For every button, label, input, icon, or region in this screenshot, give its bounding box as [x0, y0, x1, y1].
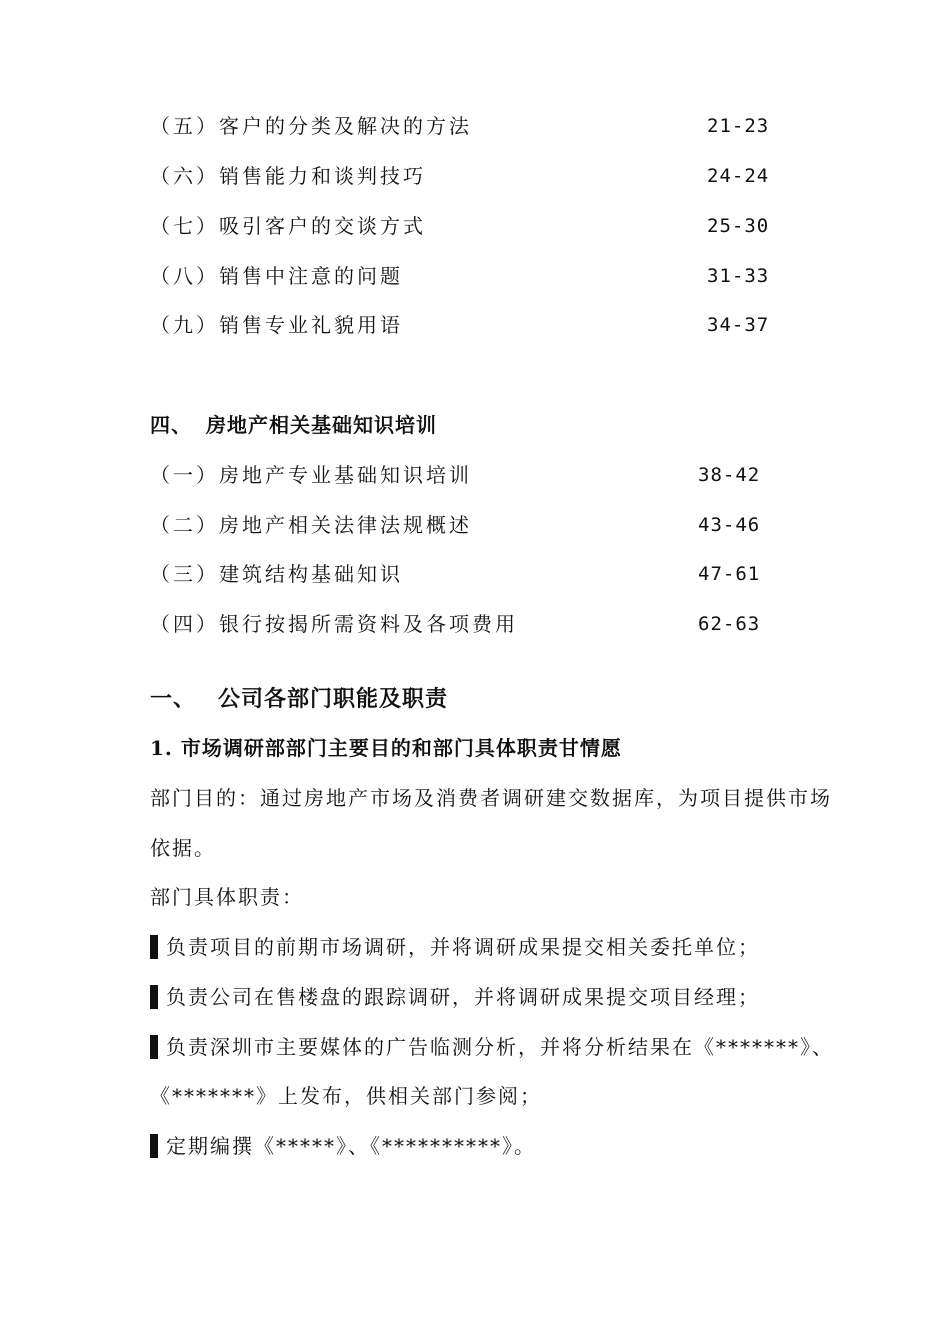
- duty-bullet: [150, 1131, 536, 1161]
- toc-entry-label: （四）银行按揭所需资料及各项费用: [150, 612, 518, 636]
- duty-bullet: [150, 1032, 834, 1062]
- toc-entry-pages: 43-46: [698, 514, 761, 536]
- duty-text: 负责公司在售楼盘的跟踪调研，并将调研成果提交项目经理；: [166, 985, 760, 1009]
- section-number: 四、: [150, 413, 192, 437]
- part-number: 一、: [150, 686, 197, 712]
- toc-entry-label: （二）房地产相关法律法规概述: [150, 513, 472, 537]
- toc-entry-label: （八）销售中注意的问题: [150, 264, 403, 288]
- duty-bullet: [150, 982, 760, 1012]
- toc-entry-label: （三）建筑结构基础知识: [150, 562, 403, 586]
- toc-entry-pages: 24-24: [707, 165, 770, 187]
- toc-entry-label: （一）房地产专业基础知识培训: [150, 463, 472, 487]
- toc-entry: [150, 559, 790, 589]
- part-heading: [150, 683, 448, 715]
- section-title: 房地产相关基础知识培训: [206, 413, 437, 437]
- toc-entry: [150, 261, 790, 291]
- bullet-block-icon: [150, 1035, 158, 1059]
- toc-entry: [150, 510, 790, 540]
- toc-entry-pages: 25-30: [707, 215, 770, 237]
- duty-text: 负责项目的前期市场调研，并将调研成果提交相关委托单位；: [166, 935, 760, 959]
- bullet-block-icon: [150, 1134, 158, 1158]
- duty-text: 负责深圳市主要媒体的广告临测分析，并将分析结果在《*******》、: [166, 1035, 834, 1059]
- toc-entry: [150, 310, 790, 340]
- toc-entry: [150, 161, 790, 191]
- subsection-heading: 1. 市场调研部部门主要目的和部门具体职责甘情愿: [150, 736, 622, 760]
- toc-entry-pages: 31-33: [707, 265, 770, 287]
- bullet-block-icon: [150, 985, 158, 1009]
- duty-continuation: 《*******》上发布，供相关部门参阅；: [150, 1084, 542, 1108]
- toc-entry-pages: 62-63: [698, 613, 761, 635]
- toc-entry-pages: 34-37: [707, 314, 770, 336]
- duty-text: 定期编撰《*****》、《**********》。: [166, 1134, 536, 1158]
- toc-entry-label: （七）吸引客户的交谈方式: [150, 214, 426, 238]
- bullet-block-icon: [150, 935, 158, 959]
- toc-entry: [150, 211, 790, 241]
- purpose-line-2: 依据。: [150, 836, 216, 860]
- toc-entry: [150, 609, 790, 639]
- part-title: 公司各部门职能及职责: [218, 686, 449, 712]
- toc-entry-pages: 21-23: [707, 115, 770, 137]
- toc-entry: [150, 111, 790, 141]
- toc-section-heading: [150, 410, 437, 440]
- toc-entry-label: （五）客户的分类及解决的方法: [150, 114, 472, 138]
- toc-entry: [150, 460, 790, 490]
- toc-entry-pages: 47-61: [698, 563, 761, 585]
- toc-entry-pages: 38-42: [698, 464, 761, 486]
- toc-entry-label: （六）销售能力和谈判技巧: [150, 164, 426, 188]
- duty-bullet: [150, 932, 760, 962]
- purpose-line-1: 部门目的：通过房地产市场及消费者调研建交数据库，为项目提供市场: [150, 786, 832, 810]
- duties-heading: 部门具体职责：: [150, 885, 304, 909]
- toc-entry-label: （九）销售专业礼貌用语: [150, 313, 403, 337]
